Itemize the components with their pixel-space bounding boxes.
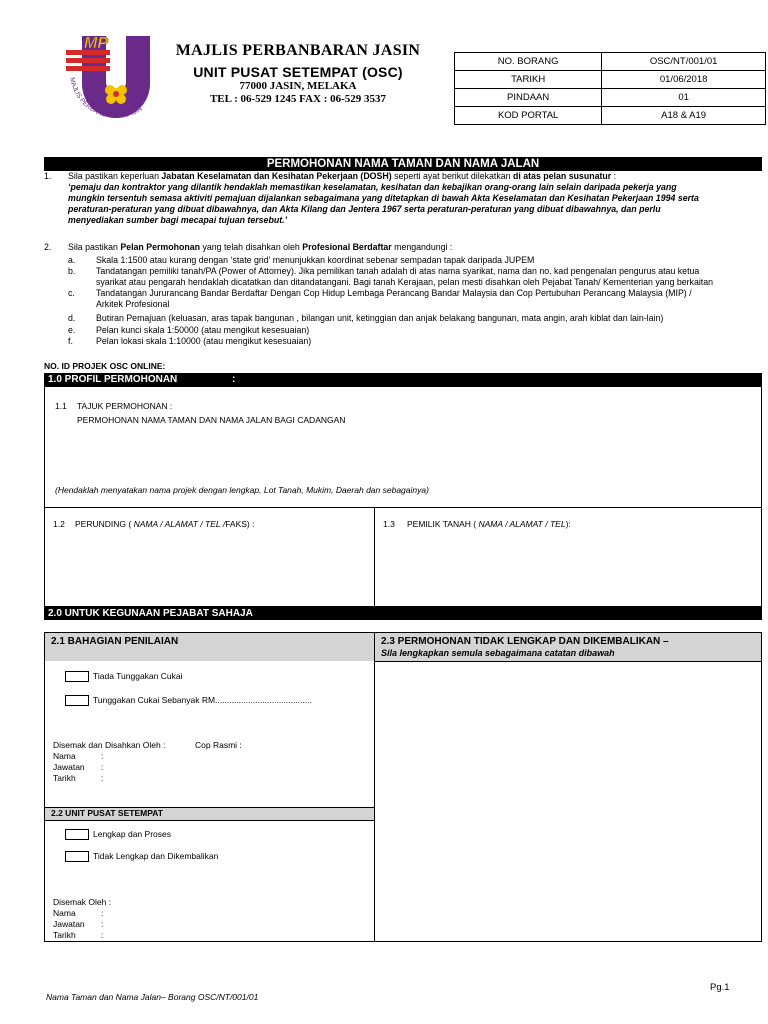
list-letter: f. xyxy=(68,336,73,346)
form-info-label: NO. BORANG xyxy=(455,53,602,71)
instruction-text: Sila pastikan Pelan Permohonan yang telah disahkan oleh Profesional Berdaftar mengandungi : xyxy=(68,242,453,252)
dosh-quote-line: menyediakan sumber bagi mecapai tujuan tersebut.’ xyxy=(68,215,288,225)
page-number: Pg.1 xyxy=(710,982,730,993)
form-info-value: OSC/NT/001/01 xyxy=(602,53,766,71)
jawatan-label: Jawatan xyxy=(53,919,85,929)
tiada-tunggakan-label: Tiada Tunggakan Cukai xyxy=(93,671,183,681)
list-item: Tandatangan Jururancang Bandar Berdaftar Dengan Cop Hidup Lembaga Perancang Bandar Malaysia dan Cop Pertubuhan Perancang Malaysia (MIP) / xyxy=(96,288,692,298)
section-2-title: 2.0 UNTUK KEGUNAAN PEJABAT SAHAJA xyxy=(48,608,253,619)
colon: : xyxy=(101,908,104,918)
list-item: Skala 1:1500 atau kurang dengan ‘state grid’ menunjukkan koordinat sebenar sempadan tapak daripada JUPEM xyxy=(96,255,535,265)
logo-ring-text: MAJLIS PERBANDARAN JASIN xyxy=(68,76,144,121)
colon: : xyxy=(101,919,104,929)
dosh-quote-line: ‘pemaju dan kontraktor yang dilantik hendaklah memastikan keselamatan, kesihatan dan kebajikan orang-orang lain selain daripada pekerja yang xyxy=(68,182,677,192)
org-contact: TEL : 06-529 1245 FAX : 06-529 3537 xyxy=(209,93,387,105)
instruction-text: Sila pastikan keperluan Jabatan Keselamatan dan Kesihatan Pekerjaan (DOSH) seperti ayat berikut dilekatkan di atas pelan susunatur : xyxy=(68,171,617,181)
section-1-header xyxy=(44,373,762,386)
tajuk-box xyxy=(44,386,762,508)
instruction-number: 2. xyxy=(44,242,52,252)
list-item: Butiran Pemajuan (keluasan, aras tapak bangunan , bilangan unit, ketinggian dan anjak belakang bangunan, mata angin, arah kiblat dan lain-lain) xyxy=(96,313,664,323)
list-letter: a. xyxy=(68,255,76,265)
colon: : xyxy=(101,773,104,783)
colon: : xyxy=(101,751,104,761)
penilaian-title: 2.1 BAHAGIAN PENILAIAN xyxy=(51,636,179,647)
tidak-lengkap-label: Tidak Lengkap dan Dikembalikan xyxy=(93,851,219,861)
pemilik-number: 1.3 xyxy=(383,519,395,529)
perunding-label: PERUNDING ( NAMA / ALAMAT / TEL /FAKS) : xyxy=(75,519,255,529)
instruction-number: 1. xyxy=(44,171,52,181)
pemilik-label: PEMILIK TANAH ( NAMA / ALAMAT / TEL): xyxy=(407,519,571,529)
form-info-label: KOD PORTAL xyxy=(455,107,602,125)
tajuk-label: TAJUK PERMOHONAN : xyxy=(77,401,173,411)
org-name: MAJLIS PERBANBARAN JASIN xyxy=(175,42,421,59)
disemak-disahkan-label: Disemak dan Disahkan Oleh : xyxy=(53,740,166,750)
tarikh-label: Tarikh xyxy=(53,930,76,940)
perunding-box[interactable] xyxy=(44,507,375,607)
osc-header xyxy=(45,807,374,821)
tidak-lengkap-title: 2.3 PERMOHONAN TIDAK LENGKAP DAN DIKEMBALIKAN – xyxy=(381,636,669,647)
section-2-header xyxy=(44,607,762,620)
list-letter: c. xyxy=(68,288,75,298)
cop-rasmi-label: Cop Rasmi : xyxy=(195,740,242,750)
list-item: syarikat atau pengarah hendaklah dicatatkan dan ditandatangani. Bagi tanah Kerajaan, pelan mesti disahkan oleh Pejabat Tanah/ Kementerian yang berkaitan xyxy=(96,277,714,287)
tidak-lengkap-checkbox[interactable] xyxy=(65,851,89,862)
form-info-row xyxy=(455,107,766,125)
tajuk-number: 1.1 xyxy=(55,401,67,411)
list-item: Tandatangan pemiliki tanah/PA (Power of Attorney). Jika pemilikan tanah adalah di atas nama syarikat, nama dan no. kad pengenalan pengurus atau ketua xyxy=(96,266,700,276)
form-info-label: PINDAAN xyxy=(455,89,602,107)
form-info-row xyxy=(455,53,766,71)
org-unit: UNIT PUSAT SETEMPAT (OSC) xyxy=(193,64,403,80)
form-info-row xyxy=(455,71,766,89)
form-title: PERMOHONAN NAMA TAMAN DAN NAMA JALAN xyxy=(44,157,762,171)
list-item: Arkitek Profesional xyxy=(96,299,170,309)
tidak-lengkap-header xyxy=(375,633,761,662)
footer-form-ref: Nama Taman dan Nama Jalan– Borang OSC/NT/001/01 xyxy=(46,992,259,1002)
nama-label: Nama xyxy=(53,751,76,761)
colon: : xyxy=(101,762,104,772)
form-info-value: 01 xyxy=(602,89,766,107)
penilaian-header xyxy=(45,633,374,661)
list-letter: e. xyxy=(68,325,76,335)
tidak-lengkap-box[interactable] xyxy=(374,632,762,942)
osc-id-label: NO. ID PROJEK OSC ONLINE: xyxy=(44,361,166,371)
colon: : xyxy=(101,930,104,940)
perunding-number: 1.2 xyxy=(53,519,65,529)
logo-mp-text: MP xyxy=(84,35,108,52)
lengkap-label: Lengkap dan Proses xyxy=(93,829,171,839)
list-item: Pelan lokasi skala 1:10000 (atau mengikut kesesuaian) xyxy=(96,336,312,346)
dosh-quote-line: mungkin tersentuh semasa aktiviti pemajuan dijalankan sebagaimana yang ditetapkan di bawah Akta Keselamatan dan Kesihatan Pekerjaan 1994 serta xyxy=(68,193,699,203)
nama-label: Nama xyxy=(53,908,76,918)
lengkap-checkbox[interactable] xyxy=(65,829,89,840)
form-info-label: TARIKH xyxy=(455,71,602,89)
form-info-value: 01/06/2018 xyxy=(602,71,766,89)
form-info-row xyxy=(455,89,766,107)
tajuk-value[interactable]: PERMOHONAN NAMA TAMAN DAN NAMA JALAN BAGI CADANGAN xyxy=(77,415,346,425)
form-info-table xyxy=(454,52,766,125)
list-letter: b. xyxy=(68,266,76,276)
tajuk-note: (Hendaklah menyatakan nama projek dengan lengkap, Lot Tanah, Mukim, Daerah dan sebagainya) xyxy=(55,485,429,495)
dosh-quote-line: peraturan-peraturan yang dibuat dibawahnya, dan Akta Kilang dan Jentera 1967 serta peraturan-peraturan yang dibuat dibawahnya, dan perlu xyxy=(68,204,661,214)
osc-title: 2.2 UNIT PUSAT SETEMPAT xyxy=(51,808,163,818)
tunggakan-checkbox[interactable] xyxy=(65,695,89,706)
section-1-colon: : xyxy=(232,374,236,385)
pemilik-box[interactable] xyxy=(374,507,762,607)
penilaian-box xyxy=(44,632,375,942)
tarikh-label: Tarikh xyxy=(53,773,76,783)
council-logo xyxy=(60,28,172,128)
list-letter: d. xyxy=(68,313,76,323)
form-info-value: A18 & A19 xyxy=(602,107,766,125)
tidak-lengkap-subtitle: Sila lengkapkan semula sebagaimana catatan dibawah xyxy=(381,648,615,658)
disemak-label: Disemak Oleh : xyxy=(53,897,112,907)
jawatan-label: Jawatan xyxy=(53,762,85,772)
list-item: Pelan kunci skala 1:50000 (atau mengikut kesesuaian) xyxy=(96,325,310,335)
tunggakan-label: Tunggakan Cukai Sebanyak RM......................................... xyxy=(93,695,312,705)
section-1-title: 1.0 PROFIL PERMOHONAN xyxy=(48,374,178,385)
org-address: 77000 JASIN, MELAKA xyxy=(239,80,357,92)
tiada-tunggakan-checkbox[interactable] xyxy=(65,671,89,682)
